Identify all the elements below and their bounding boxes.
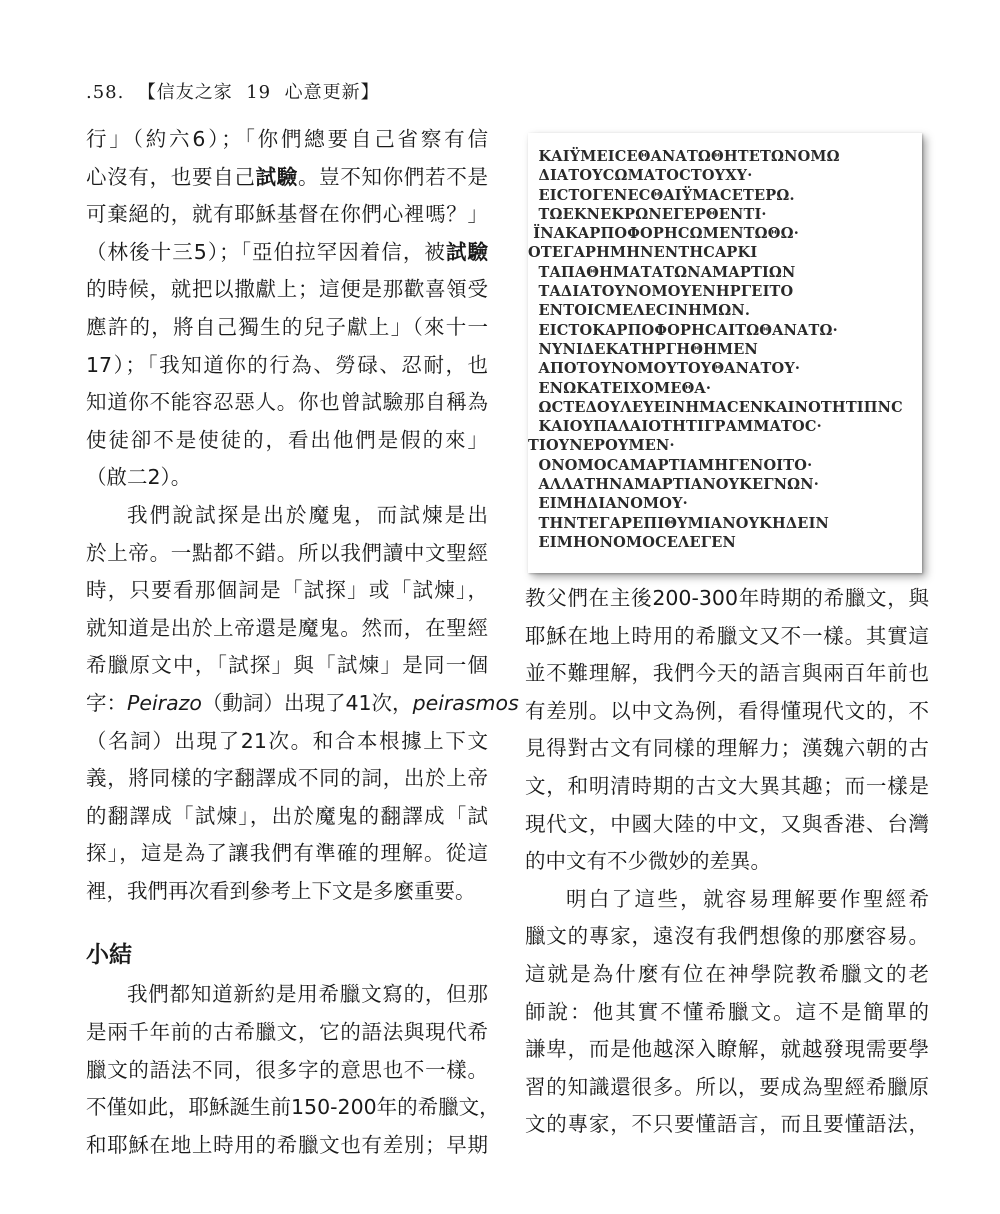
text-line: 行」（約六6）；「你們總要自己省察有信 [86,127,488,151]
manuscript-line: ΤΩΕΚΝΕΚΡΩΝΕΓΕΡΘΕΝΤΙ· [528,205,767,223]
text-line: 現代文，中國大陸的中文，又與香港、台灣 [525,811,929,836]
manuscript-line: ΑΠΟΤΟΥΝΟΜΟΥΤΟΥΘΑΝΑΤΟΥ· [528,360,801,378]
paragraph-temptation-vs-trial [86,497,519,911]
text-line: 時，只要看那個詞是「試探」或「試煉」， [86,578,488,603]
text-line: 這就是為什麼有位在神學院教希臘文的老 [525,961,929,986]
manuscript-line: ΤΗΝΤΕΓΑΡΕΠΙΘΥΜΙΑΝΟΥΚΗΔΕΙΝ [528,514,830,532]
manuscript-line: ΤΑΔΙΑΤΟΥΝΟΜΟΥΕΝΗΡΓΕΙΤΟ [528,283,794,301]
text-line: 心沒有，也要自己試驗。豈不知你們若不是 [86,164,489,189]
manuscript-line: ΕΙϹΤΟΓΕΝΕϹΘΑΙΫΜΑϹΕΤΕΡΩ. [528,186,795,204]
paragraph-greek-expert [525,881,929,1144]
section-heading: 小結 [86,942,132,969]
text-line: （名詞）出現了21次。和合本根據上下文 [86,728,488,753]
text-line: 耶穌在地上時用的希臘文又不一樣。其實這 [525,623,929,648]
text-line: 文，和明清時期的古文大異其趣；而一樣是 [525,773,929,798]
manuscript-line: ΚΑΙΟΥΠΑΛΑΙΟΤΗΤΙΓΡΑΜΜΑΤΟϹ· [528,418,822,436]
manuscript-line: ΟΝΟΜΟϹΑΜΑΡΤΙΑΜΗΓΕΝΟΙΤΟ· [528,456,813,474]
manuscript-line: ΪΝΑΚΑΡΠΟΦΟΡΗϹΩΜΕΝΤΩΘΩ· [528,225,799,243]
emphasis-term: 試驗 [445,239,489,264]
text-line: 於上帝。一點都不錯。所以我們讀中文聖經 [86,540,488,565]
manuscript-line: ΕΝΩΚΑΤΕΙΧΟΜΕΘΑ· [528,379,712,397]
greek-term: Peirazo [127,690,202,715]
text-line: 文的專家，不只要懂語言，而且要懂語法， [525,1112,929,1137]
text-line: 並不難理解，我們今天的語言與兩百年前也 [525,661,929,686]
text-line: 謙卑，而是他越深入瞭解，就越發現需要學 [525,1037,929,1062]
manuscript-line: ΑΛΛΑΤΗΝΑΜΑΡΤΙΑΝΟΥΚΕΓΝΩΝ· [528,476,819,494]
text-line: 和耶穌在地上時用的希臘文也有差別；早期 [86,1132,488,1157]
text-line: 17）；「我知道你的行為、勞碌、忍耐，也 [86,352,488,377]
manuscript-line: ΤΙΟΥΝΕΡΟΥΜΕΝ· [528,437,675,455]
emphasis-term: 試驗 [255,164,298,189]
text-line: 是兩千年前的古希臘文，它的語法與現代希 [86,1020,488,1045]
manuscript-line: ΝΥΝΙΔΕΚΑΤΗΡΓΗΘΗΜΕΝ [528,340,758,358]
text-line: 探」，這是為了讓我們有準確的理解。從這 [86,841,488,866]
running-head: .58. 【信友之家 19 心意更新】 [86,82,380,103]
text-line: 的時候，就把以撒獻上；這便是那歡喜領受 [86,277,488,302]
text-line: 不僅如此，耶穌誕生前150-200年的希臘文， [86,1095,500,1120]
text-line: 師說：他其實不懂希臘文。這不是簡單的 [525,999,929,1024]
manuscript-line: ΤΑΠΑΘΗΜΑΤΑΤΩΝΑΜΑΡΤΙΩΝ [528,263,796,281]
text-line: 應許的，將自己獨生的兒子獻上」（來十一 [86,314,488,339]
manuscript-line: ΩϹΤΕΔΟΥΛΕΥΕΙΝΗΜΑϹΕΝΚΑΙΝΟΤΗΤΙΠΝϹ [528,398,903,416]
text-line: 的中文有不少微妙的差異。 [525,849,771,874]
greek-term: peirasmos [412,690,519,715]
manuscript-line: ΚΑΙΫΜΕΙϹΕΘΑΝΑΤΩΘΗΤΕΤΩΝΟΜΩ [528,148,840,165]
text-line: 義，將同樣的字翻譯成不同的詞，出於上帝 [86,766,488,791]
manuscript-line: ΕΝΤΟΙϹΜΕΛΕϹΙΝΗΜΩΝ. [528,302,751,320]
text-line: 有差別。以中文為例，看得懂現代文的，不 [525,698,929,723]
text-line: （啟二2）。 [86,465,192,490]
text-line: 裡，我們再次看到參考上下文是多麼重要。 [86,878,476,903]
text-line: 臘文的專家，遠沒有我們想像的那麼容易。 [525,924,929,949]
paragraph-greek-periods [525,580,929,881]
text-line: 習的知識還很多。所以，要成為聖經希臘原 [525,1074,929,1099]
text-line: 明白了這些，就容易理解要作聖經希 [566,886,929,911]
left-column [86,121,519,1164]
text-line: 我們都知道新約是用希臘文寫的，但那 [127,982,488,1007]
text-line: 我們說試探是出於魔鬼，而試煉是出 [127,502,488,527]
paragraph-summary [86,976,500,1164]
text-line: （林後十三5）；「亞伯拉罕因着信，被試驗 [86,239,489,264]
text-line: 教父們在主後200-300年時期的希臘文，與 [525,586,929,610]
text-line: 知道你不能容忍惡人。你也曾試驗那自稱為 [86,390,488,415]
manuscript-line: ΕΙΜΗΔΙΑΝΟΜΟΥ· [528,495,688,513]
text-line: 就知道是出於上帝還是魔鬼。然而，在聖經 [86,615,488,640]
paragraph-tests [86,121,488,497]
manuscript-line: ΔΙΑΤΟΥϹΩΜΑΤΟϹΤΟΥΧΥ· [528,167,753,185]
manuscript-line: ΕΙϹΤΟΚΑΡΠΟΦΟΡΗϹΑΙΤΩΘΑΝΑΤΩ· [528,321,838,339]
manuscript-line: ΕΙΜΗΟΝΟΜΟϹΕΛΕΓΕΝ [528,533,736,551]
greek-manuscript-image [528,133,922,573]
text-line: 字：Peirazo（動詞）出現了41次，peirasmos [86,690,519,715]
text-line: 的翻譯成「試煉」，出於魔鬼的翻譯成「試 [86,803,488,828]
manuscript-line: ΟΤΕΓΑΡΗΜΗΝΕΝΤΗϹΑΡΚΙ [528,244,758,262]
text-line: 希臘原文中，「試探」與「試煉」是同一個 [86,653,488,678]
right-column [525,580,929,1144]
text-line: 見得對古文有同樣的理解力；漢魏六朝的古 [525,736,929,761]
text-line: 臘文的語法不同，很多字的意思也不一樣。 [86,1057,488,1082]
text-line: 使徒卻不是使徒的，看出他們是假的來」 [86,427,488,452]
text-line: 可棄絕的，就有耶穌基督在你們心裡嗎？」 [86,202,488,227]
manuscript-text [528,147,922,552]
